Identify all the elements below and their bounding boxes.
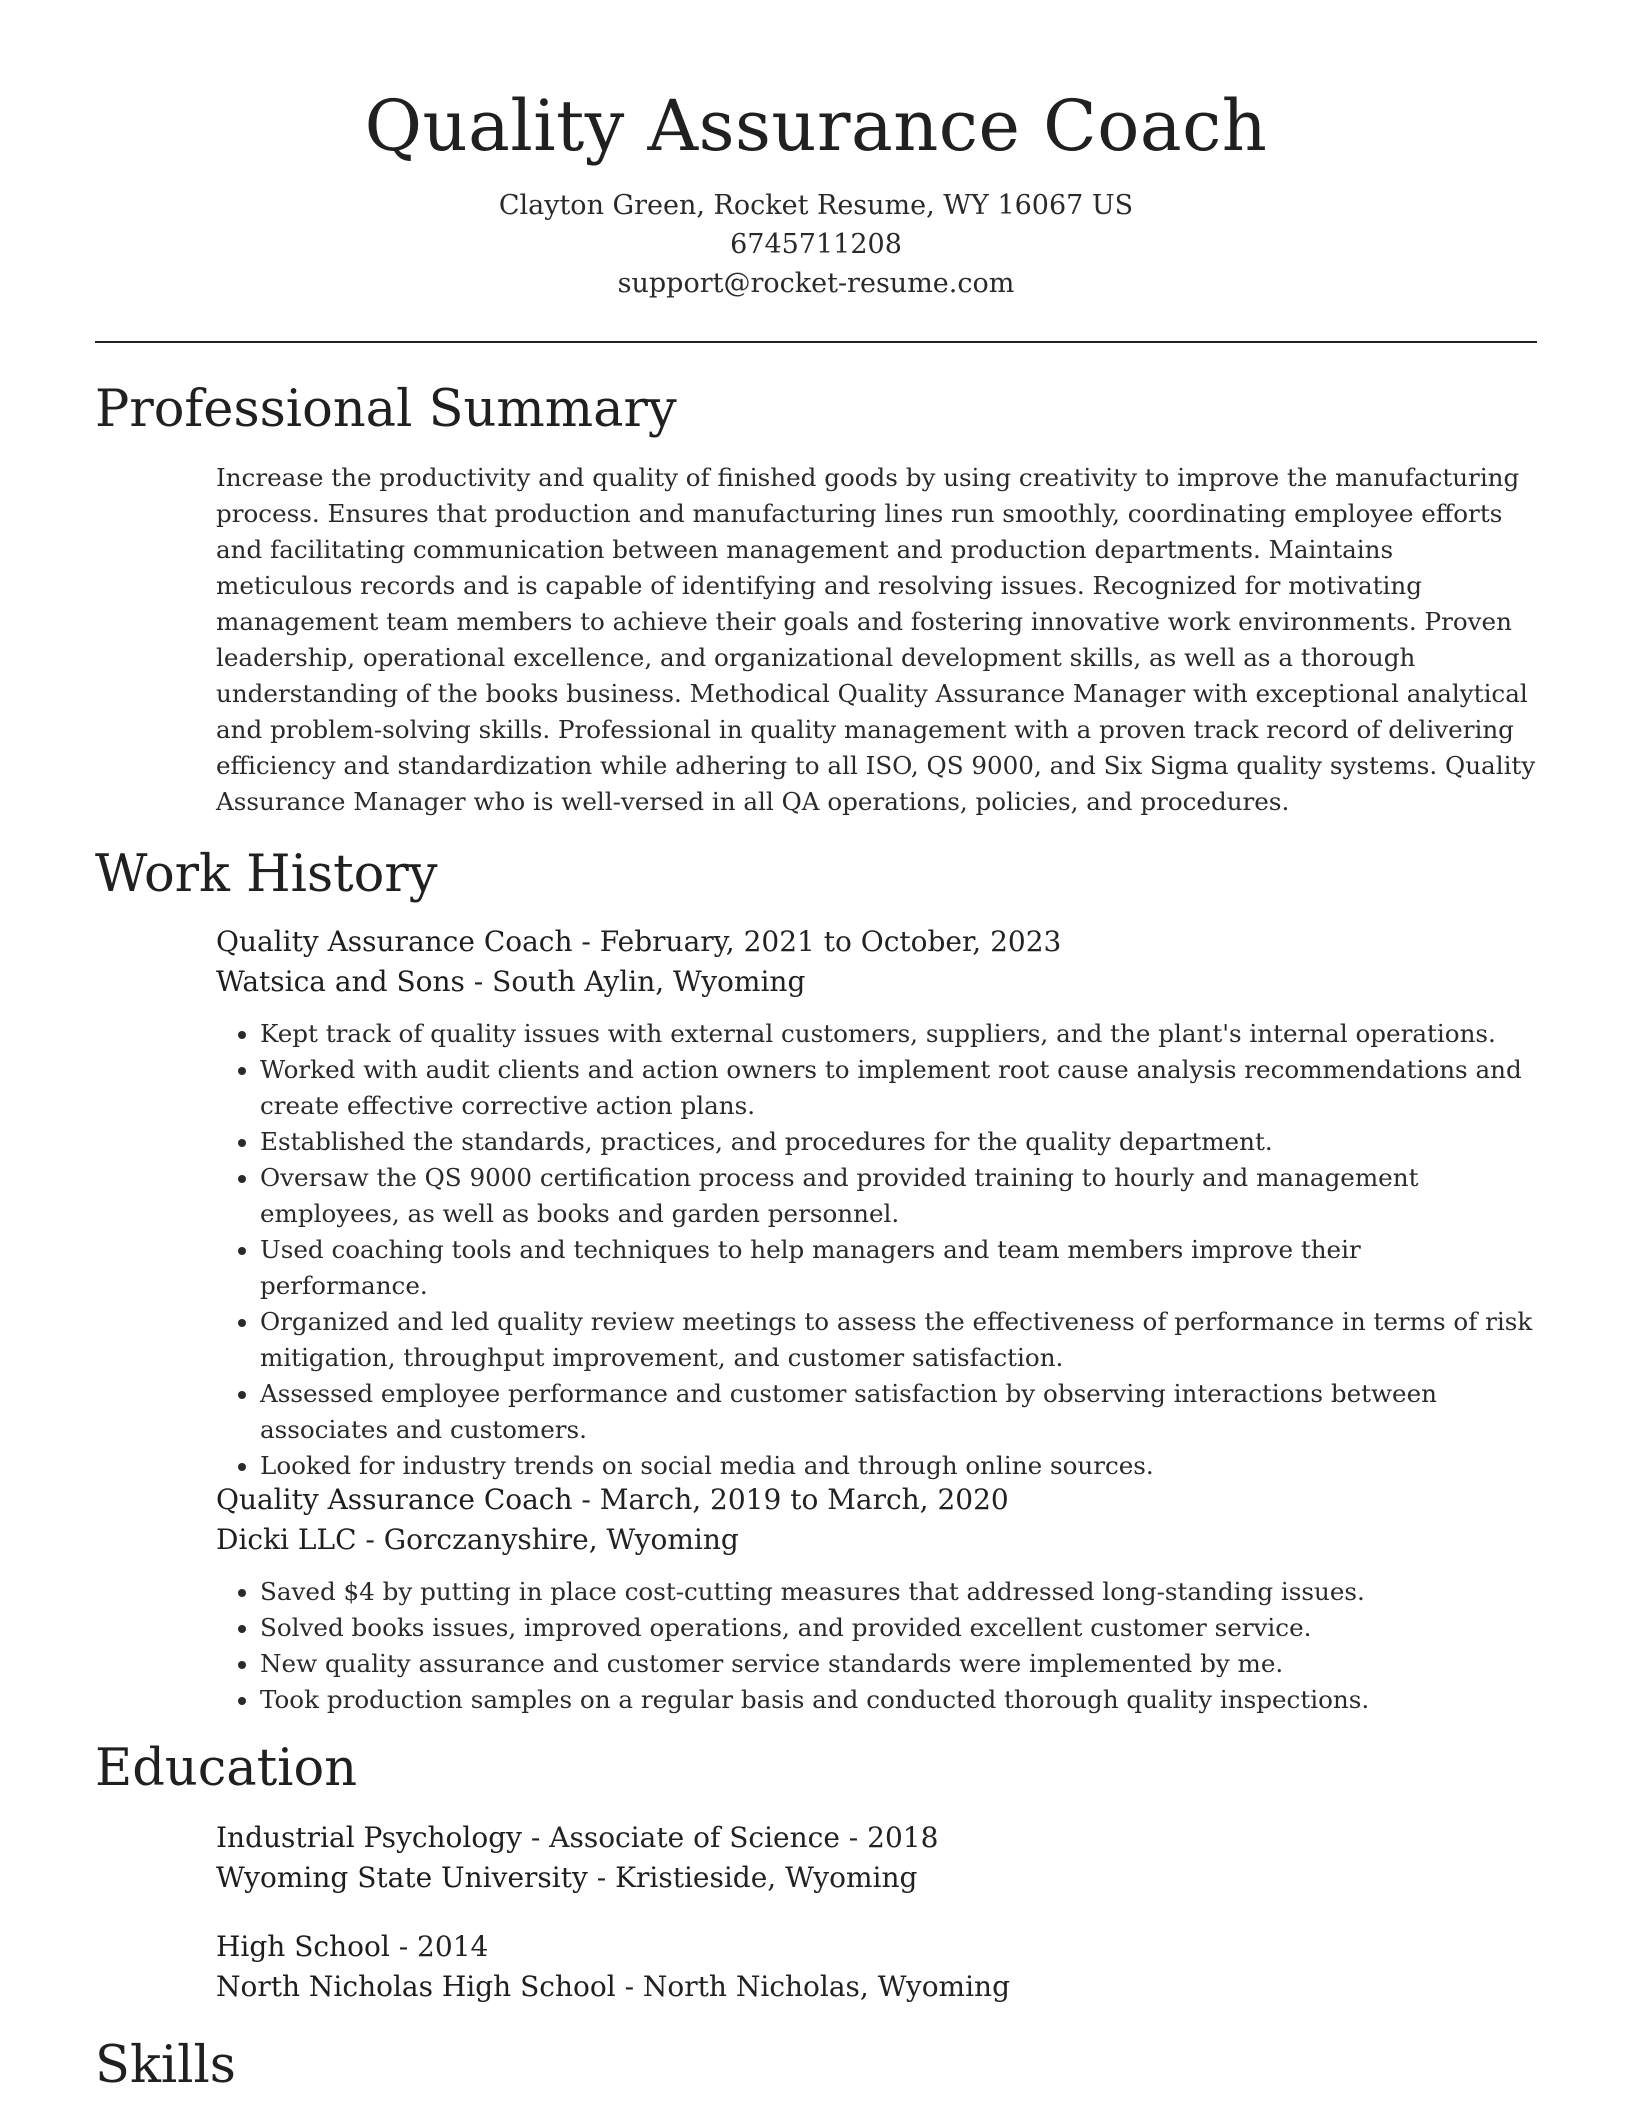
job-title: Quality Assurance Coach bbox=[216, 925, 573, 958]
phone: 6745711208 bbox=[730, 229, 902, 260]
job-company: Watsica and Sons bbox=[216, 965, 465, 998]
job-bullet: • Assessed employee performance and customer satisfaction by observing interactions between associates and customers. bbox=[260, 1376, 1536, 1448]
education-school-line bbox=[216, 1858, 1536, 1898]
job-bullet: • Oversaw the QS 9000 certification process and provided training to hourly and management employees, as well as books and garden personnel. bbox=[260, 1160, 1536, 1232]
job-bullet: • Used coaching tools and techniques to help managers and team members improve their performance. bbox=[260, 1232, 1536, 1304]
address: Clayton Green, Rocket Resume, WY 16067 US bbox=[498, 190, 1134, 221]
job-title: Quality Assurance Coach bbox=[216, 1483, 573, 1516]
work-history-heading: Work History bbox=[95, 845, 438, 904]
resume-header bbox=[95, 80, 1537, 303]
skills-heading: Skills bbox=[95, 2036, 236, 2095]
job-bullet: • Solved books issues, improved operations, and provided excellent customer service. bbox=[260, 1610, 1536, 1646]
education-field: High School bbox=[216, 1930, 390, 1963]
job-bullet: • Kept track of quality issues with external customers, suppliers, and the plant's internal operations. bbox=[260, 1016, 1536, 1052]
email: support@rocket-resume.com bbox=[617, 268, 1015, 299]
job-company-line bbox=[216, 962, 1536, 1002]
header-divider bbox=[95, 341, 1537, 343]
job-title-line bbox=[216, 1480, 1536, 1520]
job-bullet: • Established the standards, practices, and procedures for the quality department. bbox=[260, 1124, 1536, 1160]
job-title-line bbox=[216, 922, 1536, 962]
education-location: - North Nicholas, Wyoming bbox=[615, 1970, 1011, 2003]
education-heading: Education bbox=[95, 1739, 358, 1798]
job-bullet: • Took production samples on a regular basis and conducted thorough quality inspections. bbox=[260, 1682, 1536, 1718]
job-bullet: • Organized and led quality review meetings to assess the effectiveness of performance in terms of risk mitigation, throughput improvement, and customer satisfaction. bbox=[260, 1304, 1536, 1376]
education-degree-line bbox=[216, 1818, 1536, 1858]
job-bullet: • Looked for industry trends on social media and through online sources. bbox=[260, 1448, 1536, 1484]
education-degree-line bbox=[216, 1927, 1536, 1967]
education-location: - Kristieside, Wyoming bbox=[587, 1861, 918, 1894]
summary-heading: Professional Summary bbox=[95, 380, 677, 439]
summary-text: Increase the productivity and quality of finished goods by using creativity to improve the manufacturing process. Ensures that production and manufacturing lines run smoothly, coordinating employee efforts and facilitating communication between management and production departments. Maintains meticulous records and is capable of identifying and resolving issues. Recognized for motivating management team members to achieve their goals and fostering innovative work environments. Proven leadership, operational excellence, and organizational development skills, as well as a thorough understanding of the books business. Methodical Quality Assurance Manager with exceptional analytical and problem-solving skills. Professional in quality management with a proven track record of delivering efficiency and standardization while adhering to all ISO, QS 9000, and Six Sigma quality systems. Quality Assurance Manager who is well-versed in all QA operations, policies, and procedures. bbox=[216, 463, 1536, 816]
summary-block bbox=[216, 460, 1536, 820]
job-entry bbox=[216, 922, 1536, 1484]
job-bullets bbox=[216, 1574, 1536, 1718]
job-bullet: • Worked with audit clients and action owners to implement root cause analysis recommendations and create effective corrective action plans. bbox=[260, 1052, 1536, 1124]
contact-info bbox=[95, 186, 1537, 303]
education-entry bbox=[216, 1818, 1536, 1898]
job-company: Dicki LLC bbox=[216, 1523, 357, 1556]
job-location: - South Aylin, Wyoming bbox=[464, 965, 806, 998]
education-school: Wyoming State University bbox=[216, 1861, 588, 1894]
job-entry bbox=[216, 1480, 1536, 1718]
job-company-line bbox=[216, 1520, 1536, 1560]
job-bullet: • New quality assurance and customer service standards were implemented by me. bbox=[260, 1646, 1536, 1682]
education-degree-year: - 2014 bbox=[389, 1930, 489, 1963]
candidate-name: Quality Assurance Coach bbox=[364, 85, 1268, 167]
job-dates: - March, 2019 to March, 2020 bbox=[572, 1483, 1009, 1516]
education-entry bbox=[216, 1927, 1536, 2007]
job-location: - Gorczanyshire, Wyoming bbox=[356, 1523, 739, 1556]
education-school: North Nicholas High School bbox=[216, 1970, 616, 2003]
education-degree-year: - Associate of Science - 2018 bbox=[521, 1821, 939, 1854]
job-bullet: • Saved $4 by putting in place cost-cutting measures that addressed long-standing issues. bbox=[260, 1574, 1536, 1610]
job-dates: - February, 2021 to October, 2023 bbox=[572, 925, 1062, 958]
education-field: Industrial Psychology bbox=[216, 1821, 522, 1854]
job-bullets bbox=[216, 1016, 1536, 1484]
education-school-line bbox=[216, 1967, 1536, 2007]
